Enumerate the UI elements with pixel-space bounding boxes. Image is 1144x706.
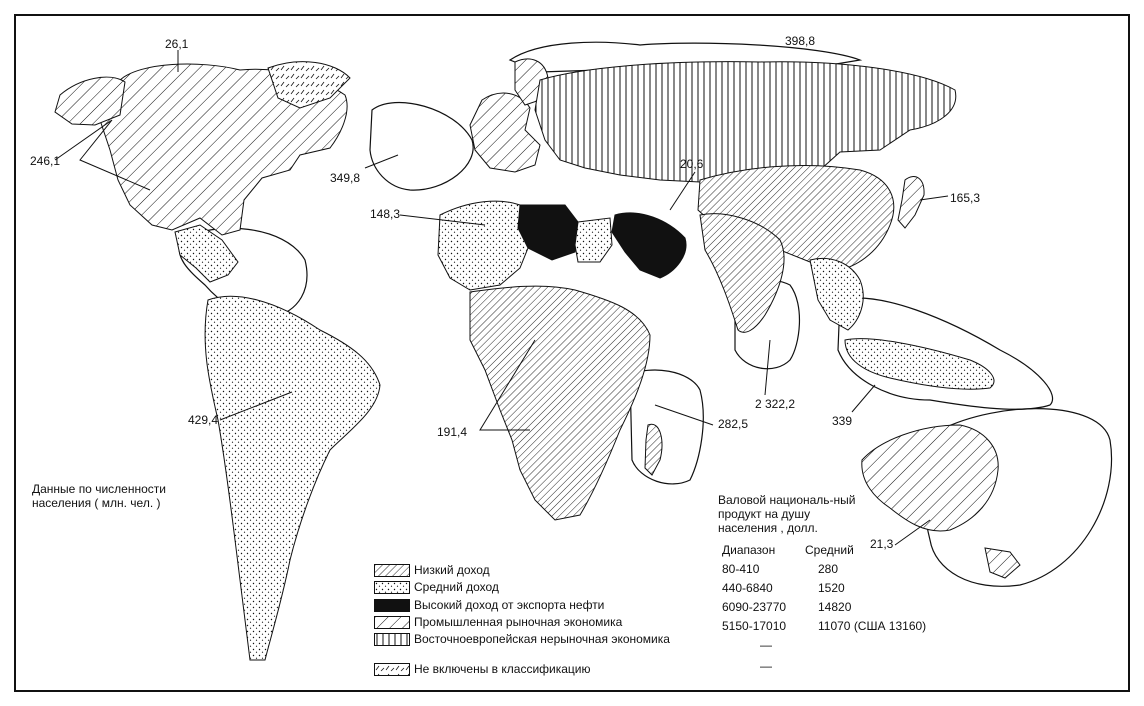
gnp-mean-middle: 1520: [818, 581, 845, 595]
legend-row-oil-export: [374, 597, 604, 613]
population-label-middle-east-oil: 20,6: [680, 157, 704, 171]
population-label-north-america: 246,1: [30, 154, 61, 168]
gnp-mean-unclassified: —: [760, 659, 772, 673]
egypt-region: [575, 218, 612, 262]
legend-row-middle: [374, 579, 499, 595]
population-label-arctic-north-america: 26,1: [165, 37, 189, 51]
australia-region: [862, 425, 998, 531]
latin-america-region: [205, 296, 380, 660]
legend-swatch-east-european: [374, 633, 410, 646]
legend-row-east-european: [374, 631, 670, 647]
gnp-mean-east-european: —: [760, 638, 772, 652]
gnp-range-middle: 440-6840: [722, 581, 773, 595]
legend-label-east-european: Восточноевропейская нерыночная экономика: [414, 632, 670, 646]
leader-339: [852, 385, 875, 412]
population-label-australia-nz: 21,3: [870, 537, 894, 551]
gnp-mean-low: 280: [818, 562, 839, 576]
new-zealand-region: [985, 548, 1020, 578]
western-europe-region: [470, 93, 540, 172]
population-label-madagascar-region: 282,5: [718, 417, 749, 431]
gnp-title: Валовой националь-ный продукт на душу населения , долл.: [718, 493, 856, 535]
gnp-range-industrial: 5150-17010: [722, 619, 787, 633]
legend-row-industrial: [374, 614, 622, 630]
population-title: Данные по численности населения ( млн. чел. ): [32, 482, 166, 510]
population-label-western-europe: 349,8: [330, 171, 361, 185]
madagascar-island: [645, 424, 662, 475]
population-label-sub-saharan-africa: 191,4: [437, 425, 468, 439]
legend-label-unclassified: Не включены в классификацию: [414, 662, 591, 676]
population-label-latin-america: 429,4: [188, 413, 219, 427]
legend-swatch-oil-export: [374, 599, 410, 612]
southeast-asia-region: [810, 258, 863, 330]
north-africa-region: [438, 201, 528, 290]
legend-swatch-low: [374, 564, 410, 577]
gnp-mean-header: Средний: [805, 543, 854, 557]
gnp-mean-industrial: 11070 (США 13160): [818, 619, 927, 633]
legend-swatch-industrial: [374, 616, 410, 629]
population-label-south-asia-china: 2 322,2: [755, 397, 796, 411]
leader-2322-2: [765, 340, 770, 395]
indonesia-region: [845, 339, 994, 389]
region-outline-europe: [370, 102, 473, 190]
legend-label-industrial: Промышленная рыночная экономика: [414, 615, 623, 629]
legend-label-middle: Средний доход: [414, 580, 499, 594]
eastern-europe-region: [535, 62, 956, 182]
population-label-japan: 165,3: [950, 191, 981, 205]
leader-165-3: [920, 196, 948, 200]
japan-region: [898, 176, 924, 228]
gnp-mean-oil-export: 14820: [818, 600, 852, 614]
leader-349-8: [365, 155, 398, 168]
legend-label-low: Низкий доход: [414, 563, 490, 577]
legend-swatch-unclassified: [374, 663, 410, 676]
population-label-eastern-europe-ussr: 398,8: [785, 34, 816, 48]
leader-282-5: [655, 405, 713, 425]
population-label-north-africa: 148,3: [370, 207, 401, 221]
arabia-oil-region: [612, 213, 686, 278]
legend-swatch-middle: [374, 581, 410, 594]
gnp-range-header: Диапазон: [722, 543, 776, 557]
region-outline-madagascar: [630, 370, 703, 484]
gnp-range-low: 80-410: [722, 562, 760, 576]
legend-row-unclassified: [374, 661, 591, 677]
legend-label-oil-export: Высокий доход от экспорта нефти: [414, 598, 605, 612]
population-label-southeast-asia: 339: [832, 414, 853, 428]
gnp-range-oil-export: 6090-23770: [722, 600, 787, 614]
legend-row-low: [374, 562, 490, 578]
